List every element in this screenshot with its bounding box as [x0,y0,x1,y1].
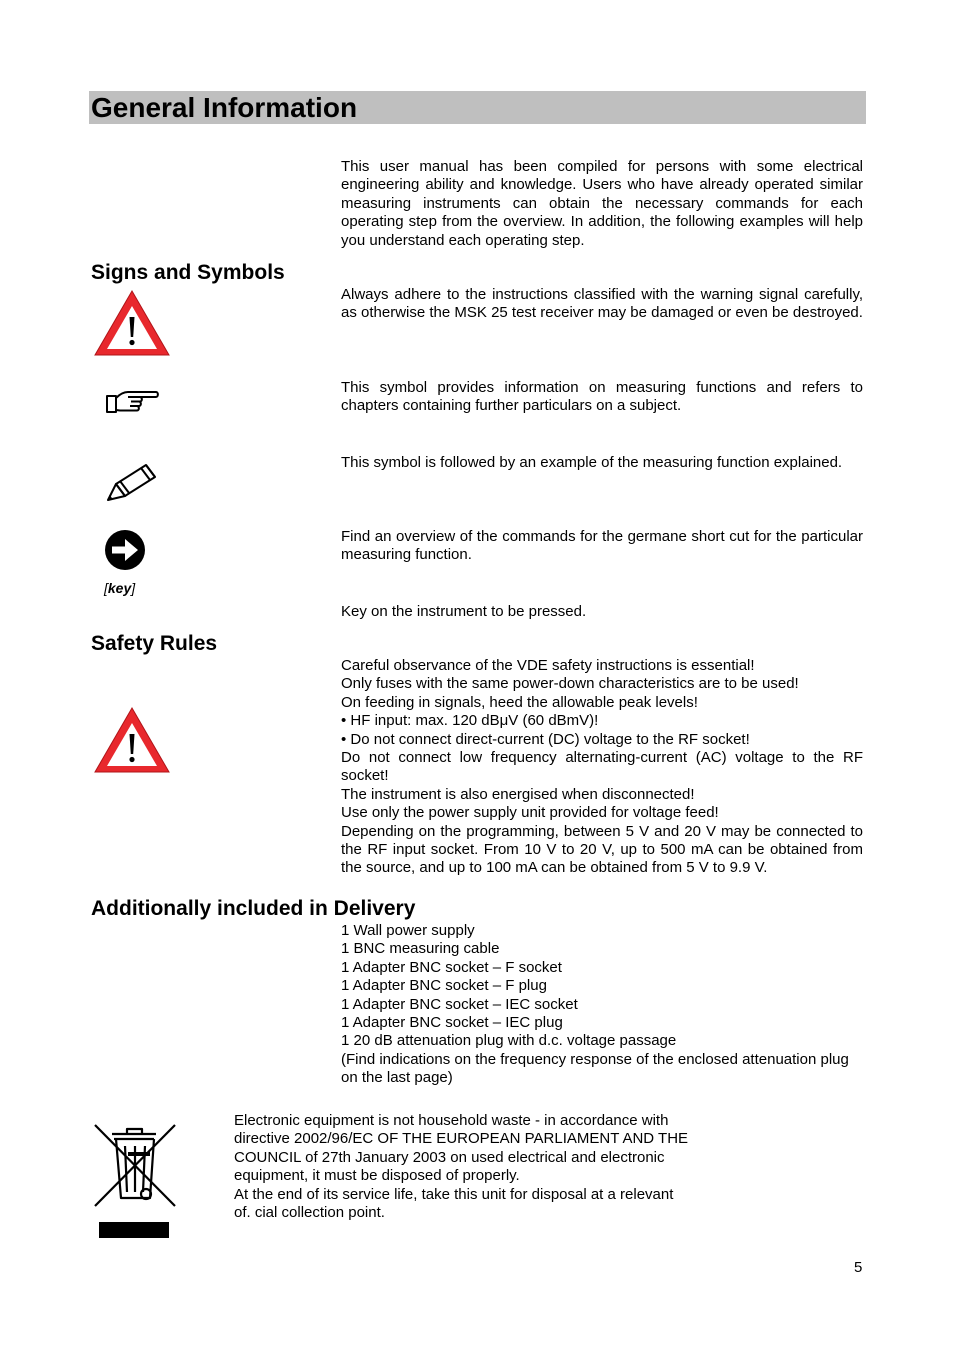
key-label: [key] [104,580,136,596]
page-title: General Information [91,92,358,123]
delivery-item: 1 Adapter BNC socket – F plug [341,977,547,995]
weee-line: Electronic equipment is not household waste - in accordance with [234,1112,669,1129]
weee-line: of. cial collection point. [234,1204,385,1222]
page-number: 5 [854,1259,863,1276]
delivery-list [341,922,863,1088]
arrow-description: Find an overview of the commands for the germane short cut for the particular measuring function. [341,528,863,564]
safety-rule: • Do not connect direct-current (DC) voltage to the RF socket! [341,730,750,748]
delivery-item: 1 Wall power supply [341,922,475,939]
hand-description: This symbol provides information on measuring functions and refers to chapters containing further particulars on a subject. [341,379,863,415]
safety-rule: Depending on the programming, between 5 V and 20 V may be connected to the RF input socket. From 10 V to 20 V, up to 500 mA can be obtained from the source, and up to 100 mA can be obtained from 5 V to 9.9 V. [341,822,863,877]
delivery-item: 1 20 dB attenuation plug with d.c. voltage passage [341,1032,677,1050]
safety-rule: • HF input: max. 120 dBμV (60 dBmV)! [341,712,599,730]
arrow-circle-icon [104,529,146,571]
weee-line: At the end of its service life, take this unit for disposal at a relevant [234,1185,674,1203]
page-title-banner [89,91,866,124]
delivery-item: 1 Adapter BNC socket – IEC socket [341,995,578,1013]
pencil-icon [104,462,158,502]
signs-heading: Signs and Symbols [91,261,285,284]
intro-paragraph: This user manual has been compiled for persons with some electrical engineering ability and knowledge. Users who have already operated similar measuring instruments can obtain the necessary commands for each operating step from the overview. In addition, the following examples will help you understand each operating step. [341,158,863,249]
weee-line: equipment, it must be disposed of properly. [234,1167,520,1185]
warning-description: Always adhere to the instructions classified with the warning signal carefully, as otherwise the MSK 25 test receiver may be damaged or even be destroyed. [341,286,863,322]
safety-rule: Use only the power supply unit provided for voltage feed! [341,804,719,822]
weee-line: COUNCIL of 27th January 2003 on used electrical and electronic [234,1148,665,1166]
safety-heading: Safety Rules [91,632,218,655]
safety-rule: Do not connect low frequency alternating-current (AC) voltage to the RF socket! [341,749,863,785]
delivery-item: 1 BNC measuring cable [341,940,500,958]
weee-line: directive 2002/96/EC OF THE EUROPEAN PARLIAMENT AND THE [234,1130,689,1148]
warning-triangle-icon [92,705,172,775]
safety-rules-list [341,657,863,878]
safety-rule: The instrument is also energised when disconnected! [341,785,695,803]
safety-rule: Only fuses with the same power-down characteristics are to be used! [341,675,799,693]
delivery-heading: Additionally included in Delivery [91,897,416,920]
key-description: Key on the instrument to be pressed. [341,603,587,620]
safety-rule: Careful observance of the VDE safety instructions is essential! [341,657,755,674]
pencil-description: This symbol is followed by an example of the measuring function explained. [341,454,843,471]
crossed-out-wheelie-bin-icon [92,1122,178,1240]
weee-notice [234,1112,774,1222]
delivery-item: (Find indications on the frequency response of the enclosed attenuation plug on the last page) [341,1050,849,1087]
safety-rule: On feeding in signals, heed the allowable peak levels! [341,693,698,711]
delivery-item: 1 Adapter BNC socket – IEC plug [341,1014,563,1032]
warning-triangle-icon [92,288,172,358]
pointing-hand-icon [104,388,160,416]
delivery-item: 1 Adapter BNC socket – F socket [341,958,562,976]
